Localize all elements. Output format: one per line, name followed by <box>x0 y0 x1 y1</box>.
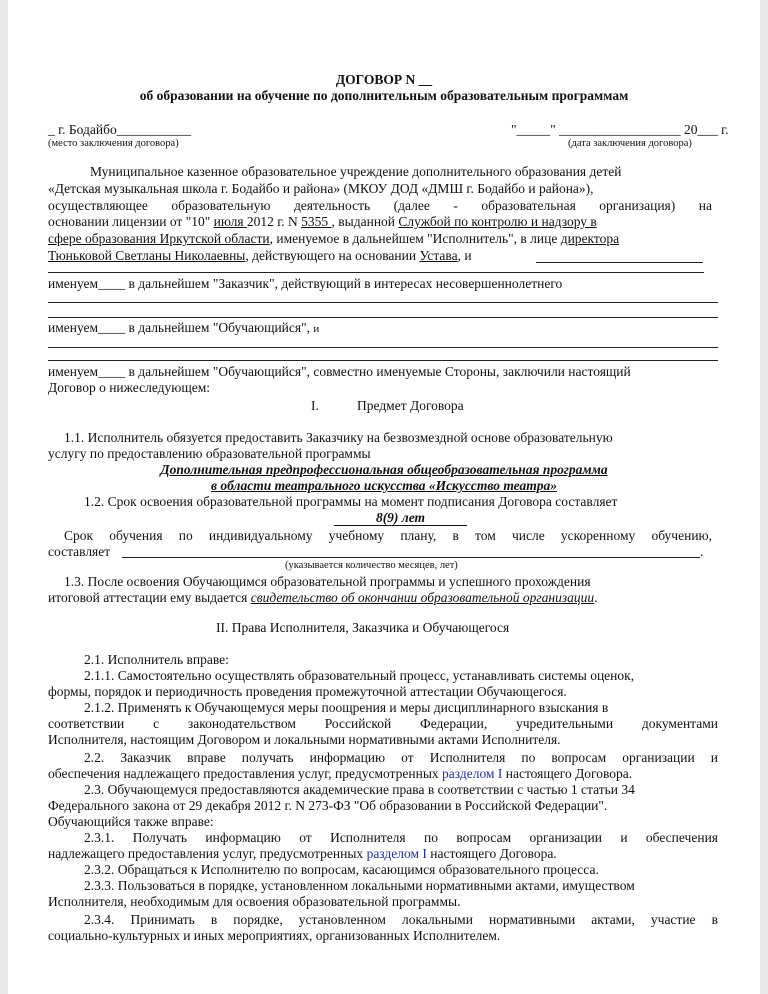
term-hint: (указывается количество месяцев, лет) <box>285 560 458 571</box>
blank-rule <box>536 262 703 263</box>
blank-rule <box>122 557 700 558</box>
clause-2-3-4-b: социально-культурных и иных мероприятиях, организованных Исполнителем. <box>48 928 501 943</box>
program-name-1: Дополнительная предпрофессиональная общеобразовательная программа <box>160 462 608 477</box>
preamble-line-4: основании лицензии от "10" июля 2012 г. N 5355 , выданной Службой по контролю и надзору в <box>48 214 597 229</box>
clause-1-3-b: итоговой аттестации ему выдается свидетельство об окончании образовательной организации. <box>48 590 598 605</box>
clause-2-3-3-a: 2.3.3. Пользоваться в порядке, установленном локальными нормативными актами, имуществом <box>84 878 635 893</box>
section-1-title: Предмет Договора <box>357 398 464 413</box>
blank-rule <box>48 272 704 273</box>
date-value: "_____" __________________ 20___ г. <box>511 122 729 137</box>
blank-rule <box>48 360 718 361</box>
student-line-1: именуем____ в дальнейшем "Обучающийся", и <box>48 320 320 335</box>
clause-2-3-3-b: Исполнителя, необходимым для освоения образовательной программы. <box>48 894 461 909</box>
contract-subtitle: об образовании на обучение по дополнительным образовательным программам <box>139 88 629 103</box>
clause-1-1-a: 1.1. Исполнитель обязуется предоставить Заказчику на безвозмездной основе образовательную <box>64 430 613 445</box>
clause-2-2-b: обеспечения надлежащего предоставления услуг, предусмотренных разделом I настоящего Договора. <box>48 766 633 781</box>
clause-2-1-2-b: соответствии с законодательством Российской Федерации, учредительными документами <box>48 716 718 731</box>
section-1-link[interactable]: разделом I <box>442 766 503 781</box>
place-label: (место заключения договора) <box>48 138 179 149</box>
duration-value: 8(9) лет <box>334 510 467 526</box>
preamble-line-6: Тюньковой Светланы Николаевны, действующего на основании Устава, и <box>48 248 472 263</box>
section-1-number: I. <box>311 398 319 413</box>
agreement-line: Договор о нижеследующем: <box>48 380 211 395</box>
clause-1-2: 1.2. Срок освоения образовательной программы на момент подписания Договора составляет <box>84 494 618 509</box>
section-2-title: II. Права Исполнителя, Заказчика и Обучающегося <box>216 620 510 635</box>
clause-2-1-1-b: формы, порядок и периодичность проведения промежуточной аттестации Обучающегося. <box>48 684 567 699</box>
clause-2-3-b: Федерального закона от 29 декабря 2012 г. N 273-ФЗ "Об образовании в Российской Федерации". <box>48 798 608 813</box>
clause-2-3-1-b: надлежащего предоставления услуг, предусмотренных разделом I настоящего Договора. <box>48 846 557 861</box>
blank-rule <box>48 317 718 318</box>
blank-rule <box>48 302 718 303</box>
date-label: (дата заключения договора) <box>568 138 692 149</box>
term-line-b: составляет <box>48 544 111 559</box>
preamble-line-3: осуществляющее образовательную деятельность (далее - образовательная организация) на <box>48 198 712 213</box>
place-value: г. Бодайбо <box>58 122 117 137</box>
clause-2-1: 2.1. Исполнитель вправе: <box>84 652 229 667</box>
contract-title: ДОГОВОР N __ <box>335 72 433 87</box>
clause-2-3-1-a: 2.3.1. Получать информацию от Исполнителя по вопросам организации и обеспечения <box>84 830 718 845</box>
clause-2-3-4-a: 2.3.4. Принимать в порядке, установленном локальными нормативными актами, участие в <box>84 912 718 927</box>
clause-2-1-2-a: 2.1.2. Применять к Обучающемуся меры поощрения и меры дисциплинарного взыскания в <box>84 700 609 715</box>
program-name-2: в области театрального искусства «Искусство театра» <box>210 478 557 493</box>
preamble-line-2: «Детская музыкальная школа г. Бодайбо и района» (МКОУ ДОД «ДМШ г. Бодайбо и района»), <box>48 181 594 196</box>
clause-2-3-c: Обучающийся также вправе: <box>48 814 214 829</box>
preamble-line-1: Муниципальное казенное образовательное учреждение дополнительного образования детей <box>90 164 622 179</box>
clause-2-3-a: 2.3. Обучающемуся предоставляются академические права в соответствии с частью 1 статьи 34 <box>84 782 635 797</box>
clause-1-3-a: 1.3. После освоения Обучающимся образовательной программы и успешного прохождения <box>64 574 591 589</box>
customer-line: именуем____ в дальнейшем "Заказчик", действующий в интересах несовершеннолетнего <box>48 276 563 291</box>
clause-1-1-b: услугу по предоставлению образовательной программы <box>48 446 371 461</box>
term-line-a: Срок обучения по индивидуальному учебному плану, в том числе ускоренному обучению, <box>64 528 712 543</box>
preamble-line-5: сфере образования Иркутской области, именуемое в дальнейшем "Исполнитель", в лице директора <box>48 231 620 246</box>
place-line: _ г. Бодайбо___________ <box>48 122 191 137</box>
blank-rule <box>48 347 718 348</box>
student-line-2: именуем____ в дальнейшем "Обучающийся", совместно именуемые Стороны, заключили настоящий <box>48 364 631 379</box>
term-period: . <box>700 544 704 559</box>
clause-2-1-1-a: 2.1.1. Самостоятельно осуществлять образовательный процесс, устанавливать системы оценок, <box>84 668 635 683</box>
clause-2-3-2: 2.3.2. Обращаться к Исполнителю по вопросам, касающимся образовательного процесса. <box>84 862 599 877</box>
clause-2-1-2-c: Исполнителя, настоящим Договором и локальными нормативными актами Исполнителя. <box>48 732 561 747</box>
section-1-link[interactable]: разделом I <box>366 846 427 861</box>
document-page <box>8 0 760 994</box>
clause-2-2-a: 2.2. Заказчик вправе получать информацию от Исполнителя по вопросам организации и <box>84 750 718 765</box>
